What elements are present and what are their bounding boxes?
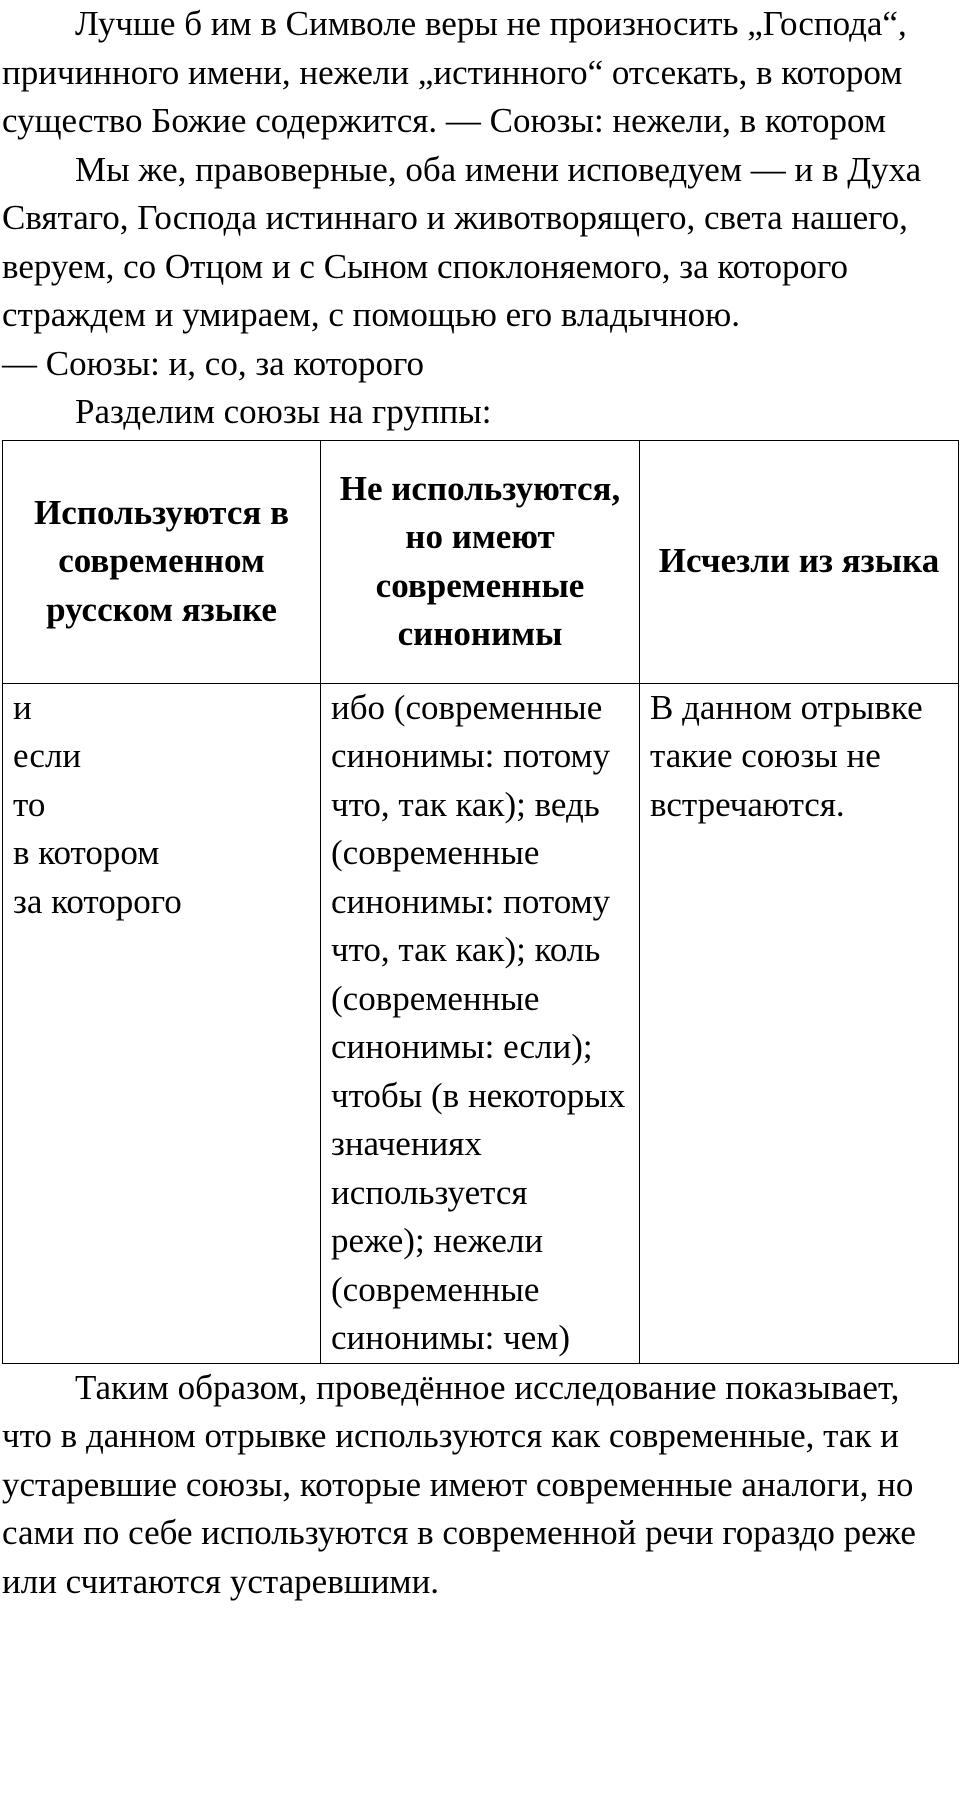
header-unused-with-synonyms: Не используются, но имеют современные синонимы [321,440,640,683]
paragraph-table-intro: Разделим союзы на группы: [75,392,492,431]
list-item: то [13,784,46,824]
paragraph-conjunctions-2: — Союзы: и, со, за которого [2,343,425,383]
table-header-row [3,440,959,683]
header-disappeared: Исчезли из языка [640,440,959,683]
paragraph-quote-2: Мы же, правоверные, оба имени исповедуем — и в Духа Святаго, Господа истиннаго и животворящего, света нашего, веруем, со Отцом и с Сыном споклоняемого, за которого страждем и умираем, с помощью его владычною. [2,149,922,334]
table-row [3,683,959,1363]
conjunction-groups-table [2,440,959,1364]
cell-used-modern [3,683,321,1363]
header-used-modern: Используются в современном русском языке [3,440,321,683]
list-item: за которого [13,881,182,921]
cell-unused-with-synonyms: ибо (современные синонимы: потому что, так как); ведь (современные синонимы: потому что, так как); коль (современные синонимы: если); чтобы (в некоторых значениях используется реже); нежели (современные синонимы: чем) [321,683,640,1363]
list-item: если [13,736,82,775]
paragraph-quote-1: Лучше б им в Символе веры не произносить „Господа“, причинного имени, нежели „истинного“ отсекать, в котором существо Божие содержится. — Союзы: нежели, в котором [2,4,907,140]
list-item: и [13,687,32,727]
list-item: в котором [13,833,160,872]
paragraph-conclusion: Таким образом, проведённое исследование показывает, что в данном отрывке используются как современные, так и устаревшие союзы, которые имеют современные аналоги, но сами по себе используются в современной речи гораздо реже или считаются устаревшими. [2,1367,916,1601]
cell-disappeared: В данном отрывке такие союзы не встречаются. [640,683,959,1363]
